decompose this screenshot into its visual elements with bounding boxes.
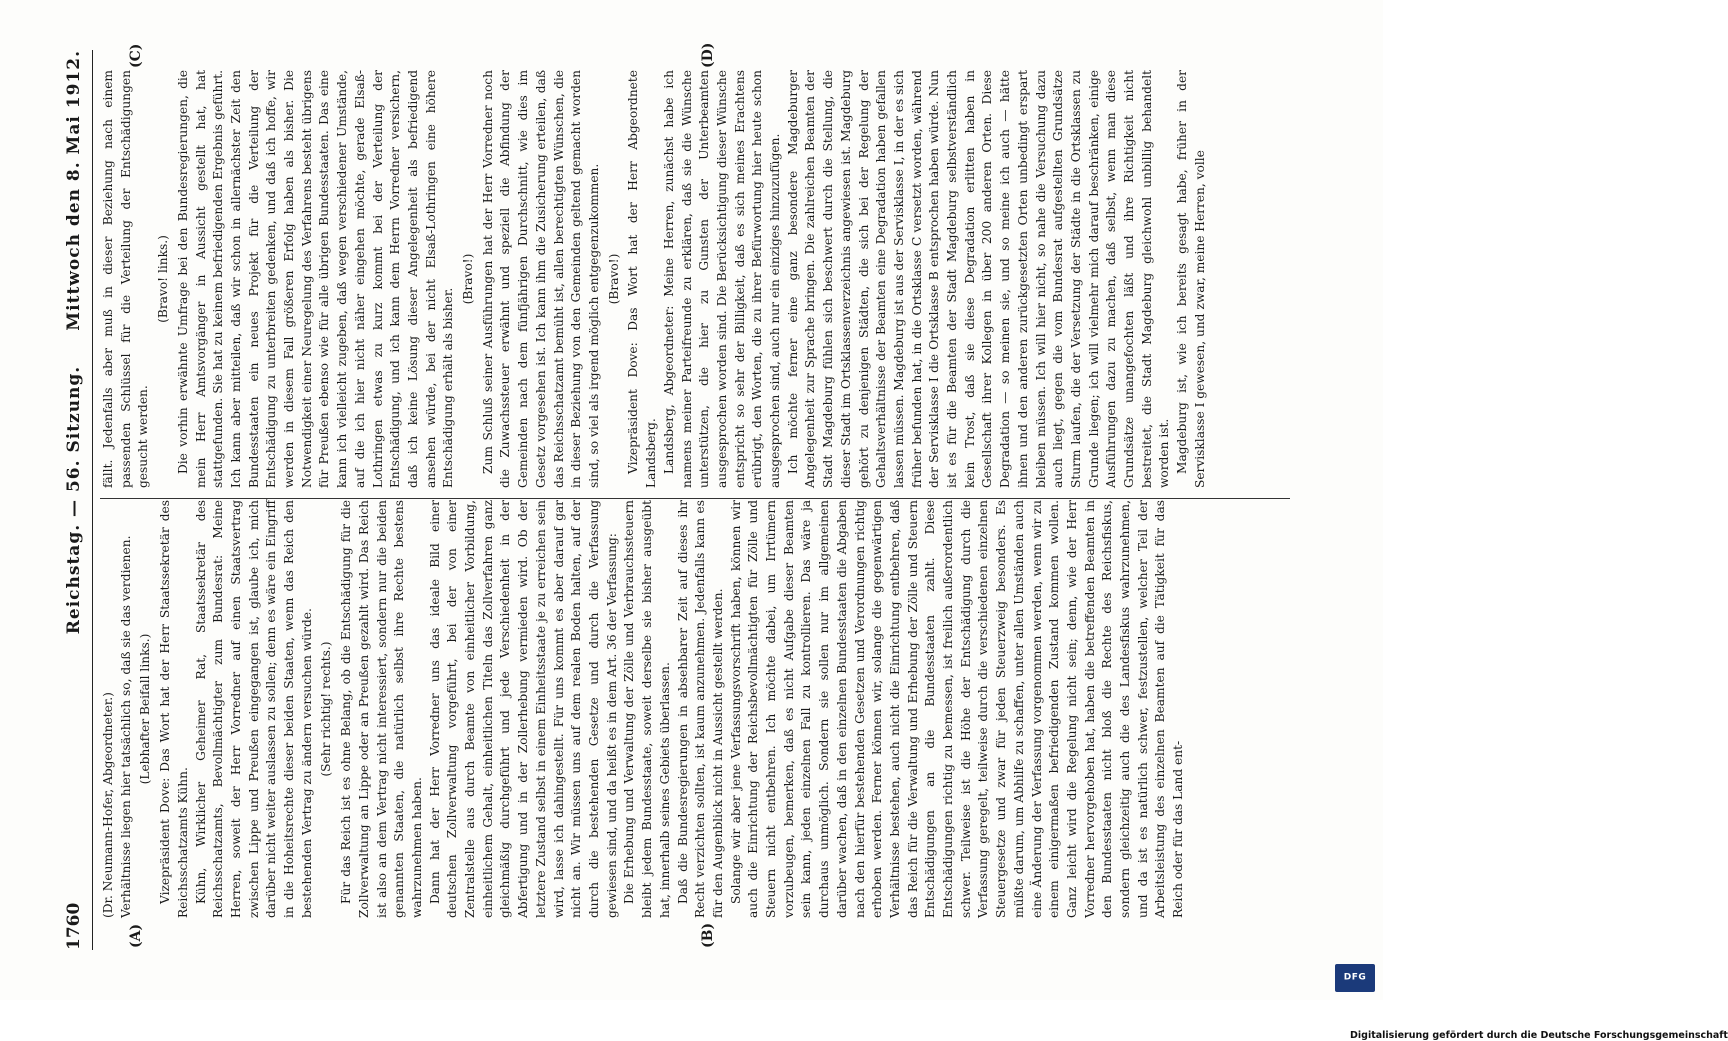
margin-marker-b: (B) bbox=[700, 922, 716, 948]
quotation: Die Erhebung und Verwaltung der Zölle und Verbrauchssteuern bleibt jedem Bundesstaate, soweit derselbe sie bisher ausgeübt hat, innerhalb seines Gebiets überlassen. bbox=[622, 500, 672, 918]
speaker-continuation: (Dr. Neumann-Hofer, Abgeordneter.) bbox=[101, 692, 115, 918]
session-title: Reichstag. — 56. Sitzung. bbox=[64, 365, 84, 635]
page-number: 1760 bbox=[64, 902, 84, 950]
margin-marker-c: (C) bbox=[128, 43, 144, 68]
paragraph: Vizepräsident Dove: Das Wort hat der Herr Staatssekretär des Reichsschatzamts Kühn. bbox=[158, 500, 190, 918]
paragraph: fällt. Jedenfalls aber muß in dieser Beziehung nach einem passenden Schlüssel für die Verteilung der Entschädigungen gesucht werden. bbox=[101, 70, 151, 488]
page-header bbox=[62, 50, 88, 950]
paragraph: Landsberg, Abgeordneter: Meine Herren, zunächst habe ich namens meiner Parteifreunde zu erklären, daß sie die Wünsche unterstützen, die hier zu Gunsten der Unterbeamten ausgesprochen worden sind. Die Berücksichtigung dieser Wünsche entspricht so sehr der Billigkeit, daß es sich meines Erachtens erübrigt, den Worten, die zu ihrer Befürwortung hier heute schon ausgesprochen sind, auch nur ein einziges hinzuzufügen. bbox=[661, 70, 783, 488]
digitization-note: Digitalisierung gefördert durch die Deutsche Forschungsgemeinschaft bbox=[1350, 1030, 1728, 1041]
dfg-logo: DFG bbox=[1335, 964, 1375, 992]
paragraph: Für das Reich ist es ohne Belang, ob die Entschädigung für die Zollverwaltung an Lippe oder an Preußen gezahlt wird. Das Reich ist also an dem Vertrag nicht interessiert, sondern nur die beiden genannten Staaten, die natürlich selbst ihre Rechte bestens wahrzunehmen haben. bbox=[339, 500, 424, 918]
margin-marker-a: (A) bbox=[128, 923, 144, 948]
paragraph: Daß die Bundesregierungen in absehbarer Zeit auf dieses ihr Recht verzichten sollten, ist kaum anzunehmen. Jedenfalls kann es für den Augenblick nicht in Aussicht gestellt werden. bbox=[675, 500, 725, 918]
left-text-column bbox=[100, 500, 1290, 918]
session-date: Mittwoch den 8. Mai 1912. bbox=[64, 50, 84, 331]
paragraph: Ich möchte ferner eine ganz besondere Magdeburger Angelegenheit zur Sprache bringen. Die zahlreichen Beamten der Stadt Magdeburg fühlen sich beschwert durch die Stellung, die dieser Stadt im Ortsklassenverzeichnis angewiesen ist. Magdeburg gehört zu denjenigen Städten, die sich bei der Regelung der Gehaltsverhältnisse der Beamten eine Degradation haben gefallen lassen müssen. Magdeburg ist aus der Servisklasse I, in der es sich früher befunden hat, in die Ortsklasse C versetzt worden, während der Servisklasse I die Ortsklasse B entsprochen haben würde. Nun ist es für die Beamten der Stadt Magdeburg selbstverständlich kein Trost, daß sie diese Degradation erlitten haben in Gesellschaft ihrer Kollegen in über 200 anderen Orten. Diese Degradation — so meinen sie, und so meine ich auch — hätte ihnen und den anderen zurückgesetzten Orten unbedingt erspart bleiben müssen. Ich will hier nicht, so nahe die Versuchung dazu auch liegt, gegen die vom Bundesrat aufgestellten Grundsätze Sturm laufen, die der Versetzung der Städte in die Ortsklassen zu Grunde liegen; ich will vielmehr mich darauf beschränken, einige Ausführungen dazu zu machen, daß selbst, wenn man diese Grundsätze unangefochten läßt und ihre Richtigkeit nicht bestreitet, die Stadt Magdeburg gleichwohl unbillig behandelt worden ist. bbox=[785, 70, 1172, 488]
margin-marker-d: (D) bbox=[700, 42, 716, 68]
interjection: (Sehr richtig! rechts.) bbox=[319, 641, 334, 777]
paragraph: Zum Schluß seiner Ausführungen hat der Herr Vorredner noch die Zuwachssteuer erwähnt und speziell die Abfindung der Gemeinden nach dem fünfjährigen Durchschnitt, wie dies im Gesetz vorgesehen ist. Ich kann ihm die Zusicherung erteilen, daß das Reichsschatzamt bemüht ist, allen berechtigten Wünschen, die in dieser Beziehung von den Gemeinden geltend gemacht worden sind, so viel als irgend möglich entgegenzukommen. bbox=[480, 70, 601, 488]
paragraph: Kühn, Wirklicher Geheimer Rat, Staatssekretär des Reichsschatzamts, Bevollmächtigter zum Bundesrat: Meine Herren, soweit der Herr Vorredner auf einen Staatsvertrag zwischen Lippe und Preußen eingegangen ist, glaube ich, mich darüber nicht weiter auslassen zu sollen; denn es wäre ein Eingriff in die Hoheitsrechte dieser beiden Staaten, wenn das Reich den bestehenden Vertrag zu ändern versuchen würde. bbox=[193, 500, 314, 918]
interjection: (Lebhafter Beifall links.) bbox=[138, 633, 153, 785]
paragraph: Dann hat der Herr Vorredner uns das ideale Bild einer deutschen Zollverwaltung vorgeführt, bei der von einer Zentralstelle aus durch Beamte von einheitlicher Vorbildung, einheitlichem Gehalt, einheitlichen Titeln das Zollverfahren ganz gleichmäßig durchgeführt und jede Verschiedenheit in der Abfertigung und in der Zollerhebung vermieden wird. Ob der letztere Zustand selbst in einem Einheitsstaate je zu erreichen sein wird, lasse ich dahingestellt. Für uns kommt es aber darauf gar nicht an. Wir müssen uns auf dem realen Boden halten, auf der durch die bestehenden Gesetze und durch die Verfassung gewiesen sind, und da heißt es in dem Art. 36 der Verfassung: bbox=[427, 500, 619, 918]
paragraph: Vizepräsident Dove: Das Wort hat der Herr Abgeordnete Landsberg. bbox=[626, 70, 659, 488]
paragraph: Die vorhin erwähnte Umfrage bei den Bundesregierungen, die mein Herr Amtsvorgänger in Aussicht gestellt hat, hat stattgefunden. Sie hat zu keinem befriedigenden Ergebnis geführt. Ich kann aber mitteilen, daß wir schon in allernächster Zeit den Bundesstaaten ein neues Projekt für die Verteilung der Entschädigung zu unterbreiten gedenken, und daß ich hoffe, wir werden in diesem Fall größeren Erfolg haben als bisher. Die Notwendigkeit einer Neuregelung des Verfahrens besteht übrigens für Preußen ebenso wie für alle übrigen Bundesstaaten. Das eine kann ich vielleicht zugeben, daß wegen verschiedener Umstände, auf die ich hier nicht näher eingehen möchte, gerade Elsaß-Lothringen etwas zu kurz kommt bei der Verteilung der Entschädigung, und ich kann dem Herrn Vorredner versichern, daß ich keine Lösung dieser Angelegenheit als befriedigend ansehen würde, bei der nicht Elsaß-Lothringen eine höhere Entschädigung erhält als bisher. bbox=[175, 70, 456, 488]
paragraph: Magdeburg ist, wie ich bereits gesagt habe, früher in der Servisklasse I gewesen, und zwar, meine Herren, volle bbox=[1175, 70, 1207, 488]
right-text-column bbox=[100, 70, 1290, 488]
column-divider bbox=[100, 498, 1290, 499]
header-rule bbox=[92, 50, 93, 950]
interjection: (Bravo! links.) bbox=[156, 235, 171, 323]
paragraph: Verhältnisse liegen hier tatsächlich so, daß sie das verdienen. bbox=[118, 535, 133, 918]
interjection: (Bravo!) bbox=[606, 253, 621, 305]
interjection: (Bravo!) bbox=[461, 253, 476, 305]
paragraph: Solange wir aber jene Verfassungsvorschrift haben, können wir auch die Einrichtung der Reichsbevollmächtigten für Zölle und Steuern nicht entbehren. Ich möchte dabei, um Irrtümern vorzubeugen, bemerken, daß es nicht Aufgabe dieser Beamten sein kann, jeden einzelnen Fall zu kontrollieren. Das wäre ja durchaus unmöglich. Sondern sie sollen nur im allgemeinen darüber wachen, daß in den einzelnen Bundesstaaten die Abgaben nach den hierfür bestehenden Gesetzen und Verordnungen richtig erhoben werden. Ferner können wir, solange die gegenwärtigen Verhältnisse bestehen, auch nicht die Einrichtung entbehren, daß das Reich für die Verwaltung und Erhebung der Zölle und Steuern Entschädigungen an die Bundesstaaten zahlt. Diese Entschädigungen richtig zu bemessen, ist freilich außerordentlich schwer. Teilweise ist die Höhe der Entschädigung durch die Verfassung geregelt, teilweise durch die verschiedenen einzelnen Steuergesetze und zwar für jeden Steuerzweig besonders. Es müßte darum, um Abhilfe zu schaffen, unter allen Umständen auch eine Änderung der Verfassung vorgenommen werden, wenn wir zu einem einigermaßen befriedigenden Zustand kommen wollen. Ganz leicht wird die Regelung nicht sein; denn, wie der Herr Vorredner hervorgehoben hat, haben die betreffenden Beamten in den Bundesstaaten nicht bloß die Rechte des Reichsfiskus, sondern gleichzeitig auch die des Landesfiskus wahrzunehmen, und da ist es natürlich schwer, festzustellen, welcher Teil der Arbeitsleistung des einzelnen Beamten auf die Tätigkeit für das Reich oder für das Land ent- bbox=[728, 500, 1186, 918]
